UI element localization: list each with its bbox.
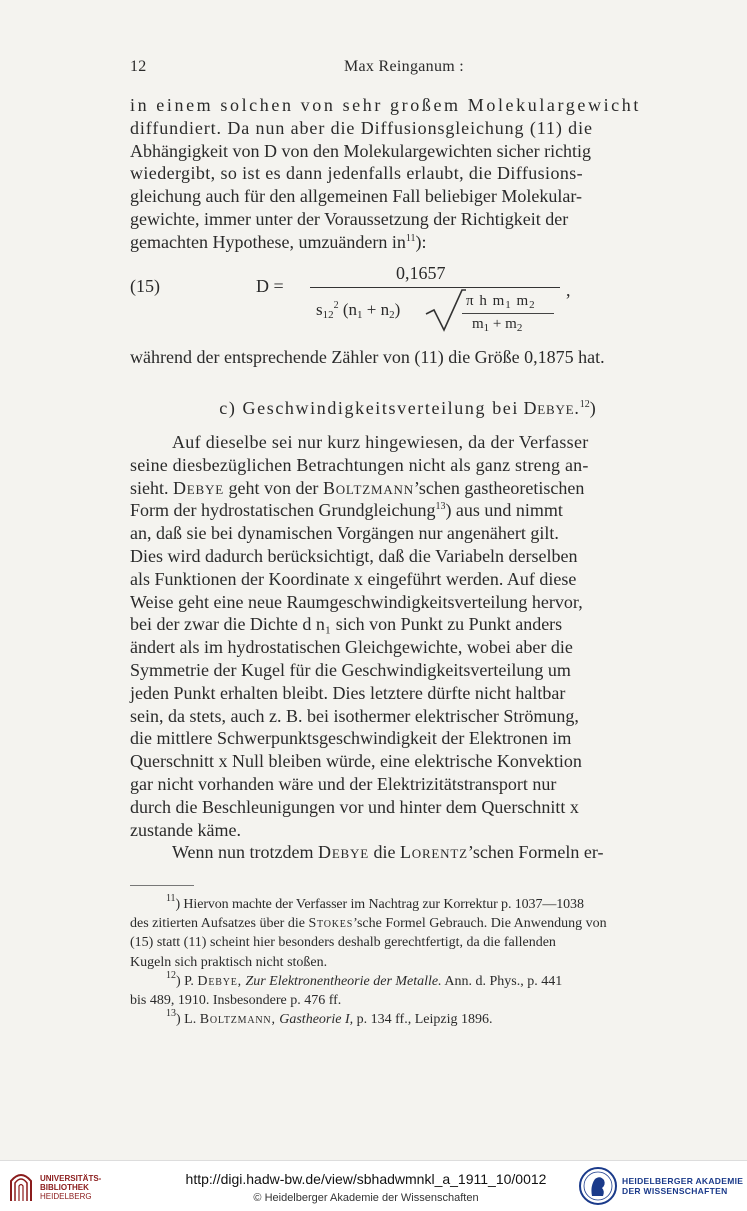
text-line: an, daß sie bei dynamischen Vorgängen nur angenähert gilt. [130,523,559,544]
viewer-footer [0,1160,747,1211]
footnote-line: bis 489, 1910. Insbesondere p. 476 ff. [130,993,342,1009]
text-line: diffundiert. Da nun aber die Diffusionsgleichung (11) die [130,117,593,138]
footnote-divider [130,885,194,886]
text-run: die [373,842,396,863]
footnote-ref[interactable]: 11 [405,232,416,244]
footnote-11 [130,895,685,914]
text-run: Ann. d. Phys., p. 441 [444,973,563,989]
academy-line: DER WISSENSCHAFTEN [622,1186,728,1196]
footnote-line: Kugeln sich praktisch nicht stoßen. [130,954,328,970]
page-number: 12 [130,58,147,75]
text-run: ’schen gastheoretischen [413,477,585,498]
cited-title: Gastheorie I, [279,1012,354,1028]
text-line: Weise geht eine neue Raumgeschwindigkeitsverteilung hervor, [130,591,583,612]
copyright-notice: © Heidelberger Akademie der Wissenschaften [253,1192,479,1204]
text-line [130,841,685,864]
footnote-mark: 12 [166,969,176,981]
academy-line: HEIDELBERGER AKADEMIE [622,1176,744,1186]
footnote-mark: 11 [166,893,176,904]
text-line: Auf dieselbe sei nur kurz hingewiesen, da der Verfasser [172,432,589,452]
author-name: Debye, [197,973,242,989]
text-line [130,231,685,254]
footnote-line: (15) statt (11) scheint hier besonders deshalb gerechtfertigt, da die fallenden [130,935,556,951]
footnote-12 [130,969,685,991]
text-line: sein, da stets, auch z. B. bei isothermer elektrischer Strömung, [130,705,579,726]
footnote-ref[interactable]: 13 [435,501,446,513]
root-denominator: $m_1 + m_2$ [472,316,523,334]
author-name: Debye [318,842,369,863]
root-numerator: π h $m_1$ $m_2$ [466,293,536,311]
text-line: Abhängigkeit von D von den Molekulargewichten sicher richtig [130,140,592,161]
text-line: durch die Beschleunigungen vor und hinter dem Querschnitt x [130,796,579,817]
text-run: Form der hydrostatischen Grundgleichung [130,500,436,521]
text-line: zustande käme. [130,819,241,840]
equation-label: (15) [130,276,160,296]
footnote-ref[interactable]: 12 [579,399,590,410]
author-name: Boltzmann [322,477,414,498]
paragraph-2 [130,431,685,864]
library-line: UNIVERSITÄTS- [40,1174,102,1183]
section-heading-text: c) Geschwindigkeitsverteilung bei [219,398,519,418]
text-run: sieht. [130,477,169,498]
text-line: gewichte, immer unter der Voraussetzung der Richtigkeit der [130,208,569,229]
author-name: Stokes [308,916,354,932]
academy-logo-icon [578,1166,618,1206]
text-run: des zitierten Aufsatzes über die [130,916,305,932]
text-line: bei der zwar die Dichte d n₁ sich von Punkt zu Punkt anders [130,614,563,635]
text-line: in einem solchen von sehr großem Molekulargewicht [130,95,641,115]
text-line: die mittlere Schwerpunktsgeschwindigkeit der Elektronen im [130,728,572,749]
text-line: Symmetrie der Kugel für die Geschwindigkeitsverteilung um [130,659,571,680]
text-line [130,499,685,522]
text-line: Dies wird dadurch berücksichtigt, daß die Variabeln derselben [130,545,578,566]
text-run: ): [415,231,427,252]
text-line: wiedergibt, so ist es dann jedenfalls erlaubt, die Diffusions- [130,163,584,184]
library-line: BIBLIOTHEK [40,1183,89,1192]
equation-comma: , [566,280,571,300]
academy-name[interactable] [622,1176,743,1196]
text-run: Wenn nun trotzdem [172,842,314,863]
library-line: HEIDELBERG [40,1192,92,1201]
permalink-url[interactable]: http://digi.hadw-bw.de/view/sbhadwmnkl_a_1911_10/0012 [185,1171,547,1187]
text-line: Querschnitt x Null bleiben würde, eine elektrische Konvektion [130,751,582,772]
text-line: während der entsprechende Zähler von (11) die Größe 0,1875 hat. [130,347,605,367]
text-run: gemachten Hypothese, umzuändern in [130,231,406,252]
text-run: p. 134 ff., Leipzig 1896. [356,1012,493,1028]
text-run: ) P. [176,973,194,989]
author-name: Boltzmann, [199,1012,276,1028]
equation-lhs: D = [256,276,284,296]
square-root-icon [424,288,466,332]
text-run: ) L. [176,1012,197,1028]
text-run: ) Hiervon machte der Verfasser im Nachtrag zur Korrektur p. 1037—1038 [175,897,584,912]
equation-numerator: 0,1657 [396,263,446,283]
footnote-mark: 13 [166,1008,176,1020]
university-library-logo-icon [8,1169,34,1203]
equation-denominator: $s_{12}^2$ $(n_1 + n_2)$ [316,300,401,321]
after-equation-text [130,346,685,369]
text-line: jeden Punkt erhalten bleibt. Dies letztere dürfte nicht haltbar [130,682,566,703]
cited-title: Zur Elektronentheorie der Metalle. [245,973,442,989]
author-name: Lorentz [399,842,468,863]
text-line: gleichung auch für den allgemeinen Fall beliebiger Molekular- [130,186,582,207]
library-name[interactable] [40,1174,101,1201]
text-run: geht von der [228,477,319,498]
text-line: ändert als im hydrostatischen Gleichgewichte, wobei aber die [130,637,573,658]
root-fraction-bar [462,313,554,314]
text-line: als Funktionen der Koordinate x eingeführt werden. Auf diese [130,568,577,589]
text-line [130,477,685,500]
text-run: ) [589,398,596,418]
running-title: Max Reinganum : [344,58,465,75]
author-name: Debye. [523,398,580,418]
text-line: seine diesbezüglichen Betrachtungen nicht als ganz streng an- [130,454,589,475]
text-run: ) aus und nimmt [445,500,563,521]
footnotes [130,895,685,1029]
footnote-13 [130,1010,685,1029]
footnote-line [130,914,685,933]
author-name: Debye [173,477,224,498]
text-run: ’sche Formel Gebrauch. Die Anwendung von [353,916,607,932]
text-line: gar nicht vorhanden wäre und der Elektrizitätstransport nur [130,773,557,794]
paragraph-1 [130,94,685,254]
section-heading [130,398,685,419]
text-run: ’schen Formeln er- [467,842,604,863]
